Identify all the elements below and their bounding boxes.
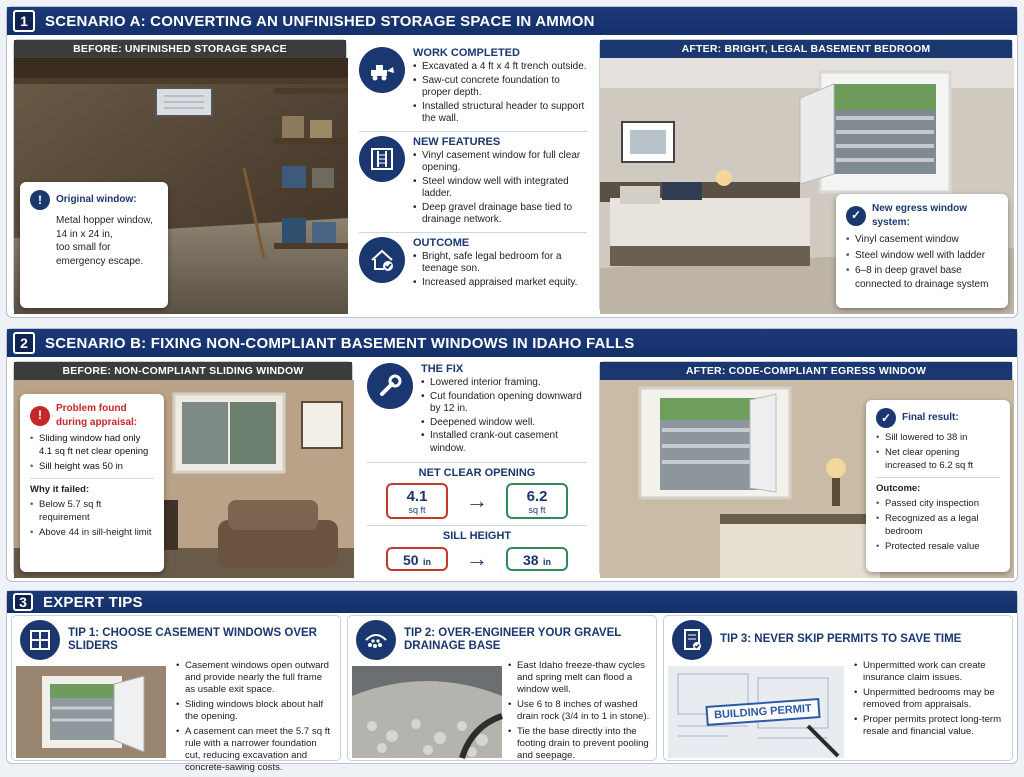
after-photo-panel (599, 361, 1013, 577)
unit: in (543, 557, 552, 567)
list-item: • Recognized as a legal bedroom (876, 513, 1000, 539)
sill-after (506, 547, 568, 571)
list-item: • Proper permits protect long-term resale and financial value. (854, 714, 1006, 738)
window-ladder-icon (359, 136, 405, 182)
tip-1-title: TIP 1: CHOOSE CASEMENT WINDOWS OVER SLIDERS (68, 626, 317, 652)
list-item: • Tie the base directly into the footing drain to prevent pooling and seepage. (508, 726, 650, 762)
sill-height-title: SILL HEIGHT (442, 530, 512, 542)
unfinished-storage-photo (14, 58, 346, 312)
list-item: • Cut foundation opening downward by 12 in. (421, 391, 587, 416)
work-completed-title: WORK COMPLETED (413, 47, 520, 59)
callout-line: too small for (56, 242, 111, 253)
scenario-a-details (359, 47, 587, 290)
value: 4.1 (406, 488, 428, 505)
before-label: BEFORE: UNFINISHED STORAGE SPACE (14, 40, 346, 58)
before-photo-panel (13, 39, 347, 313)
unit: sq ft (408, 505, 426, 515)
basement-bedroom-photo (600, 58, 1012, 312)
arrow-right-icon: → (466, 488, 488, 513)
list-item: • Below 5.7 sq ft requirement (30, 499, 154, 525)
tip-3-title: TIP 3: NEVER SKIP PERMITS TO SAVE TIME (720, 633, 962, 646)
section-number: 3 (13, 593, 33, 611)
section-title: SCENARIO A: CONVERTING AN UNFINISHED STORAGE SPACE IN AMMON (45, 12, 595, 30)
callout-title: Original window: (56, 194, 137, 206)
check-circle-icon: ✓ (846, 206, 866, 226)
list-item: • Deep gravel drainage base tied to drainage network. (413, 202, 587, 227)
callout-title: Final result: (902, 412, 959, 424)
after-label: AFTER: CODE-COMPLIANT EGRESS WINDOW (600, 362, 1012, 380)
scenario-b-details (367, 363, 587, 572)
egress-window-photo (600, 380, 1012, 576)
casement-window-photo (16, 666, 166, 758)
fix-block (367, 363, 587, 456)
section-title: SCENARIO B: FIXING NON-COMPLIANT BASEMENT WINDOWS IN IDAHO FALLS (45, 334, 635, 352)
list-item: • 6–8 in deep gravel base connected to drainage system (846, 264, 998, 291)
list-item: • Excavated a 4 ft x 4 ft trench outside. (413, 61, 587, 74)
list-item: • Sliding window had only 4.1 sq ft net clear opening (30, 433, 154, 459)
list-item: • East Idaho freeze-thaw cycles and spring melt can flood a window well. (508, 660, 650, 696)
callout-title: New egress window system: (872, 203, 968, 228)
info-icon: ! (30, 190, 50, 210)
section-number: 1 (13, 10, 35, 32)
list-item: • Vinyl casement window for full clear opening. (413, 150, 587, 175)
list-item: • Bright, safe legal bedroom for a teenage son. (413, 251, 587, 276)
gravel-icon (356, 620, 396, 660)
net-clear-after (506, 483, 568, 519)
net-clear-title: NET CLEAR OPENING (418, 467, 536, 479)
value: 50 (402, 552, 419, 568)
value: 6.2 (526, 488, 548, 505)
list-item: • Saw-cut concrete foundation to proper depth. (413, 75, 587, 100)
after-label: AFTER: BRIGHT, LEGAL BASEMENT BEDROOM (600, 40, 1012, 58)
list-item: • Vinyl casement window (846, 233, 998, 247)
list-item: • Sill height was 50 in (30, 461, 154, 474)
check-circle-icon: ✓ (876, 408, 896, 428)
work-completed-block (359, 47, 587, 127)
section-number: 2 (13, 332, 35, 354)
list-item: • Increased appraised market equity. (413, 277, 587, 290)
list-item: • Passed city inspection (876, 498, 1000, 511)
tip-1-card (11, 615, 341, 773)
unit: sq ft (528, 505, 546, 515)
unit: in (423, 557, 432, 567)
appraisal-problem-callout (20, 394, 164, 572)
list-item: • Installed structural header to support the wall. (413, 101, 587, 126)
wrench-icon (367, 363, 413, 409)
net-clear-before (386, 483, 448, 519)
before-photo-panel (13, 361, 353, 577)
original-window-callout (20, 182, 168, 308)
tip-3-card (663, 615, 1013, 761)
list-item: • Above 44 in sill-height limit (30, 527, 154, 540)
scenario-b-section (6, 328, 1018, 582)
home-check-icon (359, 237, 405, 283)
list-item: • Unpermitted work can create insurance claim issues. (854, 660, 1006, 684)
new-features-title: NEW FEATURES (413, 135, 501, 148)
callout-line: Metal hopper window, (56, 215, 153, 226)
arrow-right-icon: → (466, 546, 488, 571)
outcome-title: Outcome: (876, 483, 921, 495)
new-features-block (359, 136, 587, 228)
after-photo-panel (599, 39, 1013, 313)
callout-line: 14 in x 24 in, (56, 228, 113, 240)
excavator-icon (359, 47, 405, 93)
permit-document-icon (672, 620, 712, 660)
egress-system-callout (836, 194, 1008, 308)
value: 38 (522, 552, 539, 568)
list-item: • A casement can meet the 5.7 sq ft rule with a narrower foundation cut, reducing excavation and concrete-sawing costs. (176, 726, 334, 774)
sliding-window-photo (14, 380, 352, 576)
why-failed-title: Why it failed: (30, 484, 90, 496)
before-label: BEFORE: NON-COMPLIANT SLIDING WINDOW (14, 362, 352, 380)
final-result-callout (866, 400, 1010, 572)
casement-window-icon (20, 620, 60, 660)
tip-2-title: TIP 2: OVER-ENGINEER YOUR GRAVEL DRAINAGE BASE (404, 626, 622, 652)
list-item: • Steel window well with ladder (846, 249, 998, 263)
outcome-title: OUTCOME (413, 236, 470, 249)
callout-line: emergency escape. (56, 255, 144, 267)
expert-tips-header (7, 591, 1017, 613)
permit-stamp: BUILDING PERMIT (705, 698, 820, 726)
scenario-a-section (6, 6, 1018, 318)
section-title: EXPERT TIPS (43, 593, 143, 611)
fix-title: THE FIX (421, 363, 464, 375)
list-item: • Steel window well with integrated ladder. (413, 176, 587, 201)
list-item: • Net clear opening increased to 6.2 sq ft (876, 447, 1000, 473)
scenario-a-header (7, 7, 1017, 35)
list-item: • Unpermitted bedrooms may be removed from appraisals. (854, 687, 1006, 711)
list-item: • Lowered interior framing. (421, 377, 587, 390)
list-item: • Sill lowered to 38 in (876, 432, 1000, 445)
callout-title: Problem found during appraisal: (56, 403, 138, 428)
outcome-block (359, 237, 587, 291)
tip-2-card (347, 615, 657, 761)
expert-tips-section (6, 590, 1018, 773)
scenario-b-header (7, 329, 1017, 357)
list-item: • Sliding windows block about half the opening. (176, 699, 334, 723)
list-item: • Casement windows open outward and provide nearly the full frame as usable exit space. (176, 660, 334, 696)
list-item: • Deepened window well. (421, 417, 587, 430)
list-item: • Installed crank-out casement window. (421, 430, 587, 455)
building-permit-photo (668, 666, 844, 758)
list-item: • Use 6 to 8 inches of washed drain rock (3/4 in to 1 in stone). (508, 699, 650, 723)
gravel-base-photo (352, 666, 502, 758)
alert-icon: ! (30, 406, 50, 426)
sill-before (386, 547, 448, 571)
list-item: • Protected resale value (876, 541, 1000, 554)
